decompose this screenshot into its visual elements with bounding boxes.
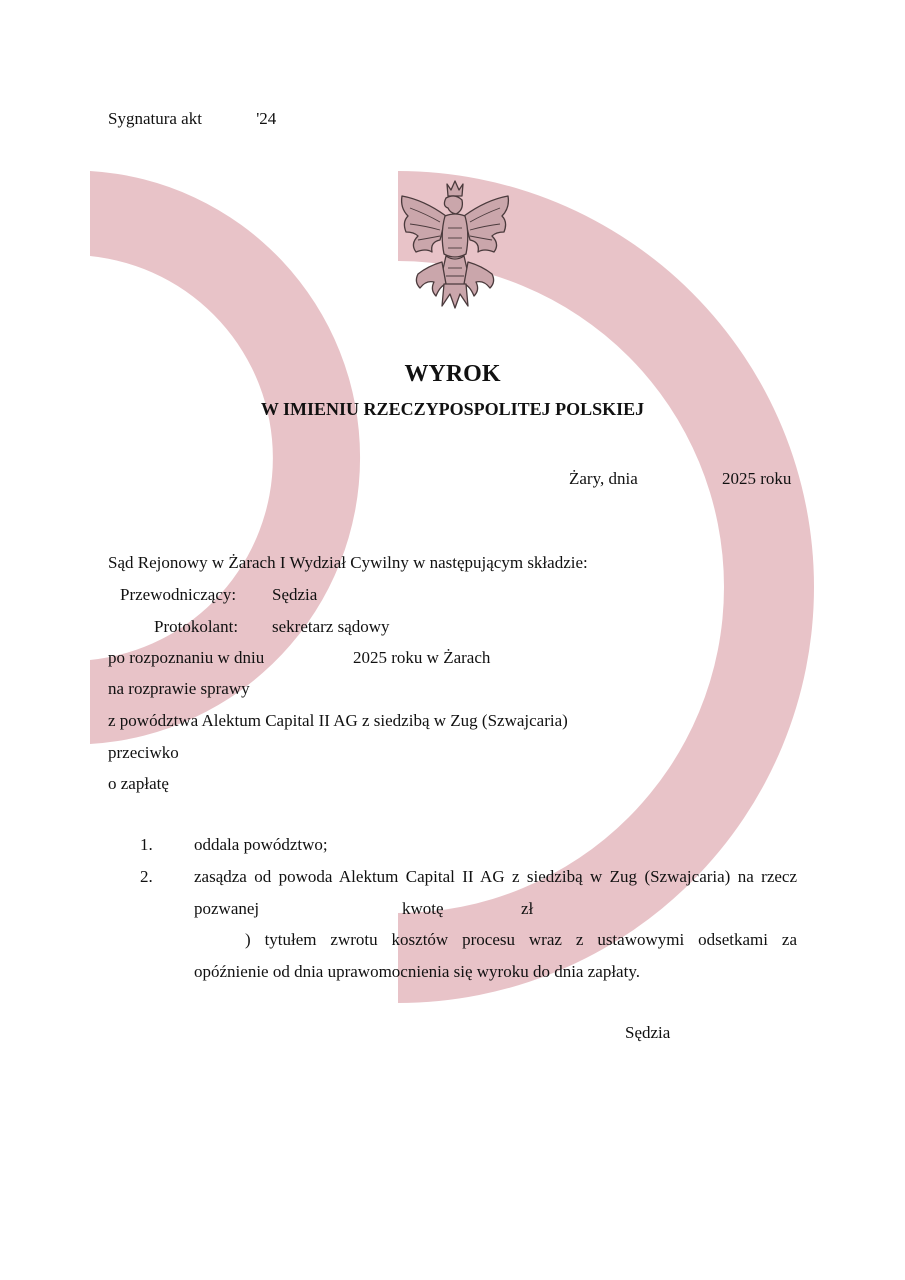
clerk-label: Protokolant:	[154, 617, 239, 636]
case-number-suffix: '24	[256, 109, 277, 128]
hearing-line: na rozprawie sprawy	[108, 679, 250, 698]
examined-prefix: po rozpoznaniu w dniu	[108, 648, 265, 667]
case-number-label: Sygnatura akt	[108, 109, 202, 128]
ruling-2-line-2c: zł	[521, 899, 534, 918]
subject-line: o zapłatę	[108, 774, 169, 793]
ruling-1-text: oddala powództwo;	[194, 835, 328, 854]
signature-label: Sędzia	[625, 1023, 671, 1042]
case-number	[108, 109, 276, 129]
against-line: przeciwko	[108, 743, 179, 762]
document-subtitle: W IMIENIU RZECZYPOSPOLITEJ POLSKIEJ	[260, 399, 645, 419]
date-year: 2025 roku	[722, 469, 792, 488]
ruling-2-number: 2.	[140, 867, 153, 886]
ruling-1-number: 1.	[140, 835, 153, 854]
ruling-2-line-2b: kwotę	[402, 899, 444, 918]
polish-eagle-emblem-icon	[396, 178, 514, 310]
examined-suffix: 2025 roku w Żarach	[353, 648, 491, 667]
ruling-2-line-1: zasądza od powoda Alektum Capital II AG z siedzibą w Zug (Szwajcaria) na rzecz	[194, 867, 797, 886]
ruling-2-line-4: opóźnienie od dnia uprawomocnienia się wyroku do dnia zapłaty.	[194, 962, 640, 981]
claimant-line: z powództwa Alektum Capital II AG z siedzibą w Zug (Szwajcaria)	[108, 711, 568, 730]
clerk-value: sekretarz sądowy	[272, 617, 390, 636]
court-composition: Sąd Rejonowy w Żarach I Wydział Cywilny w następującym składzie:	[108, 553, 588, 572]
presiding-label: Przewodniczący:	[120, 585, 237, 604]
date-place: Żary, dnia	[569, 469, 638, 488]
ruling-2-line-3: ) tytułem zwrotu kosztów procesu wraz z ustawowymi odsetkami za	[245, 930, 797, 949]
ruling-2-line-2a: pozwanej	[194, 899, 260, 918]
presiding-value: Sędzia	[272, 585, 318, 604]
document-title: WYROK	[404, 361, 501, 387]
